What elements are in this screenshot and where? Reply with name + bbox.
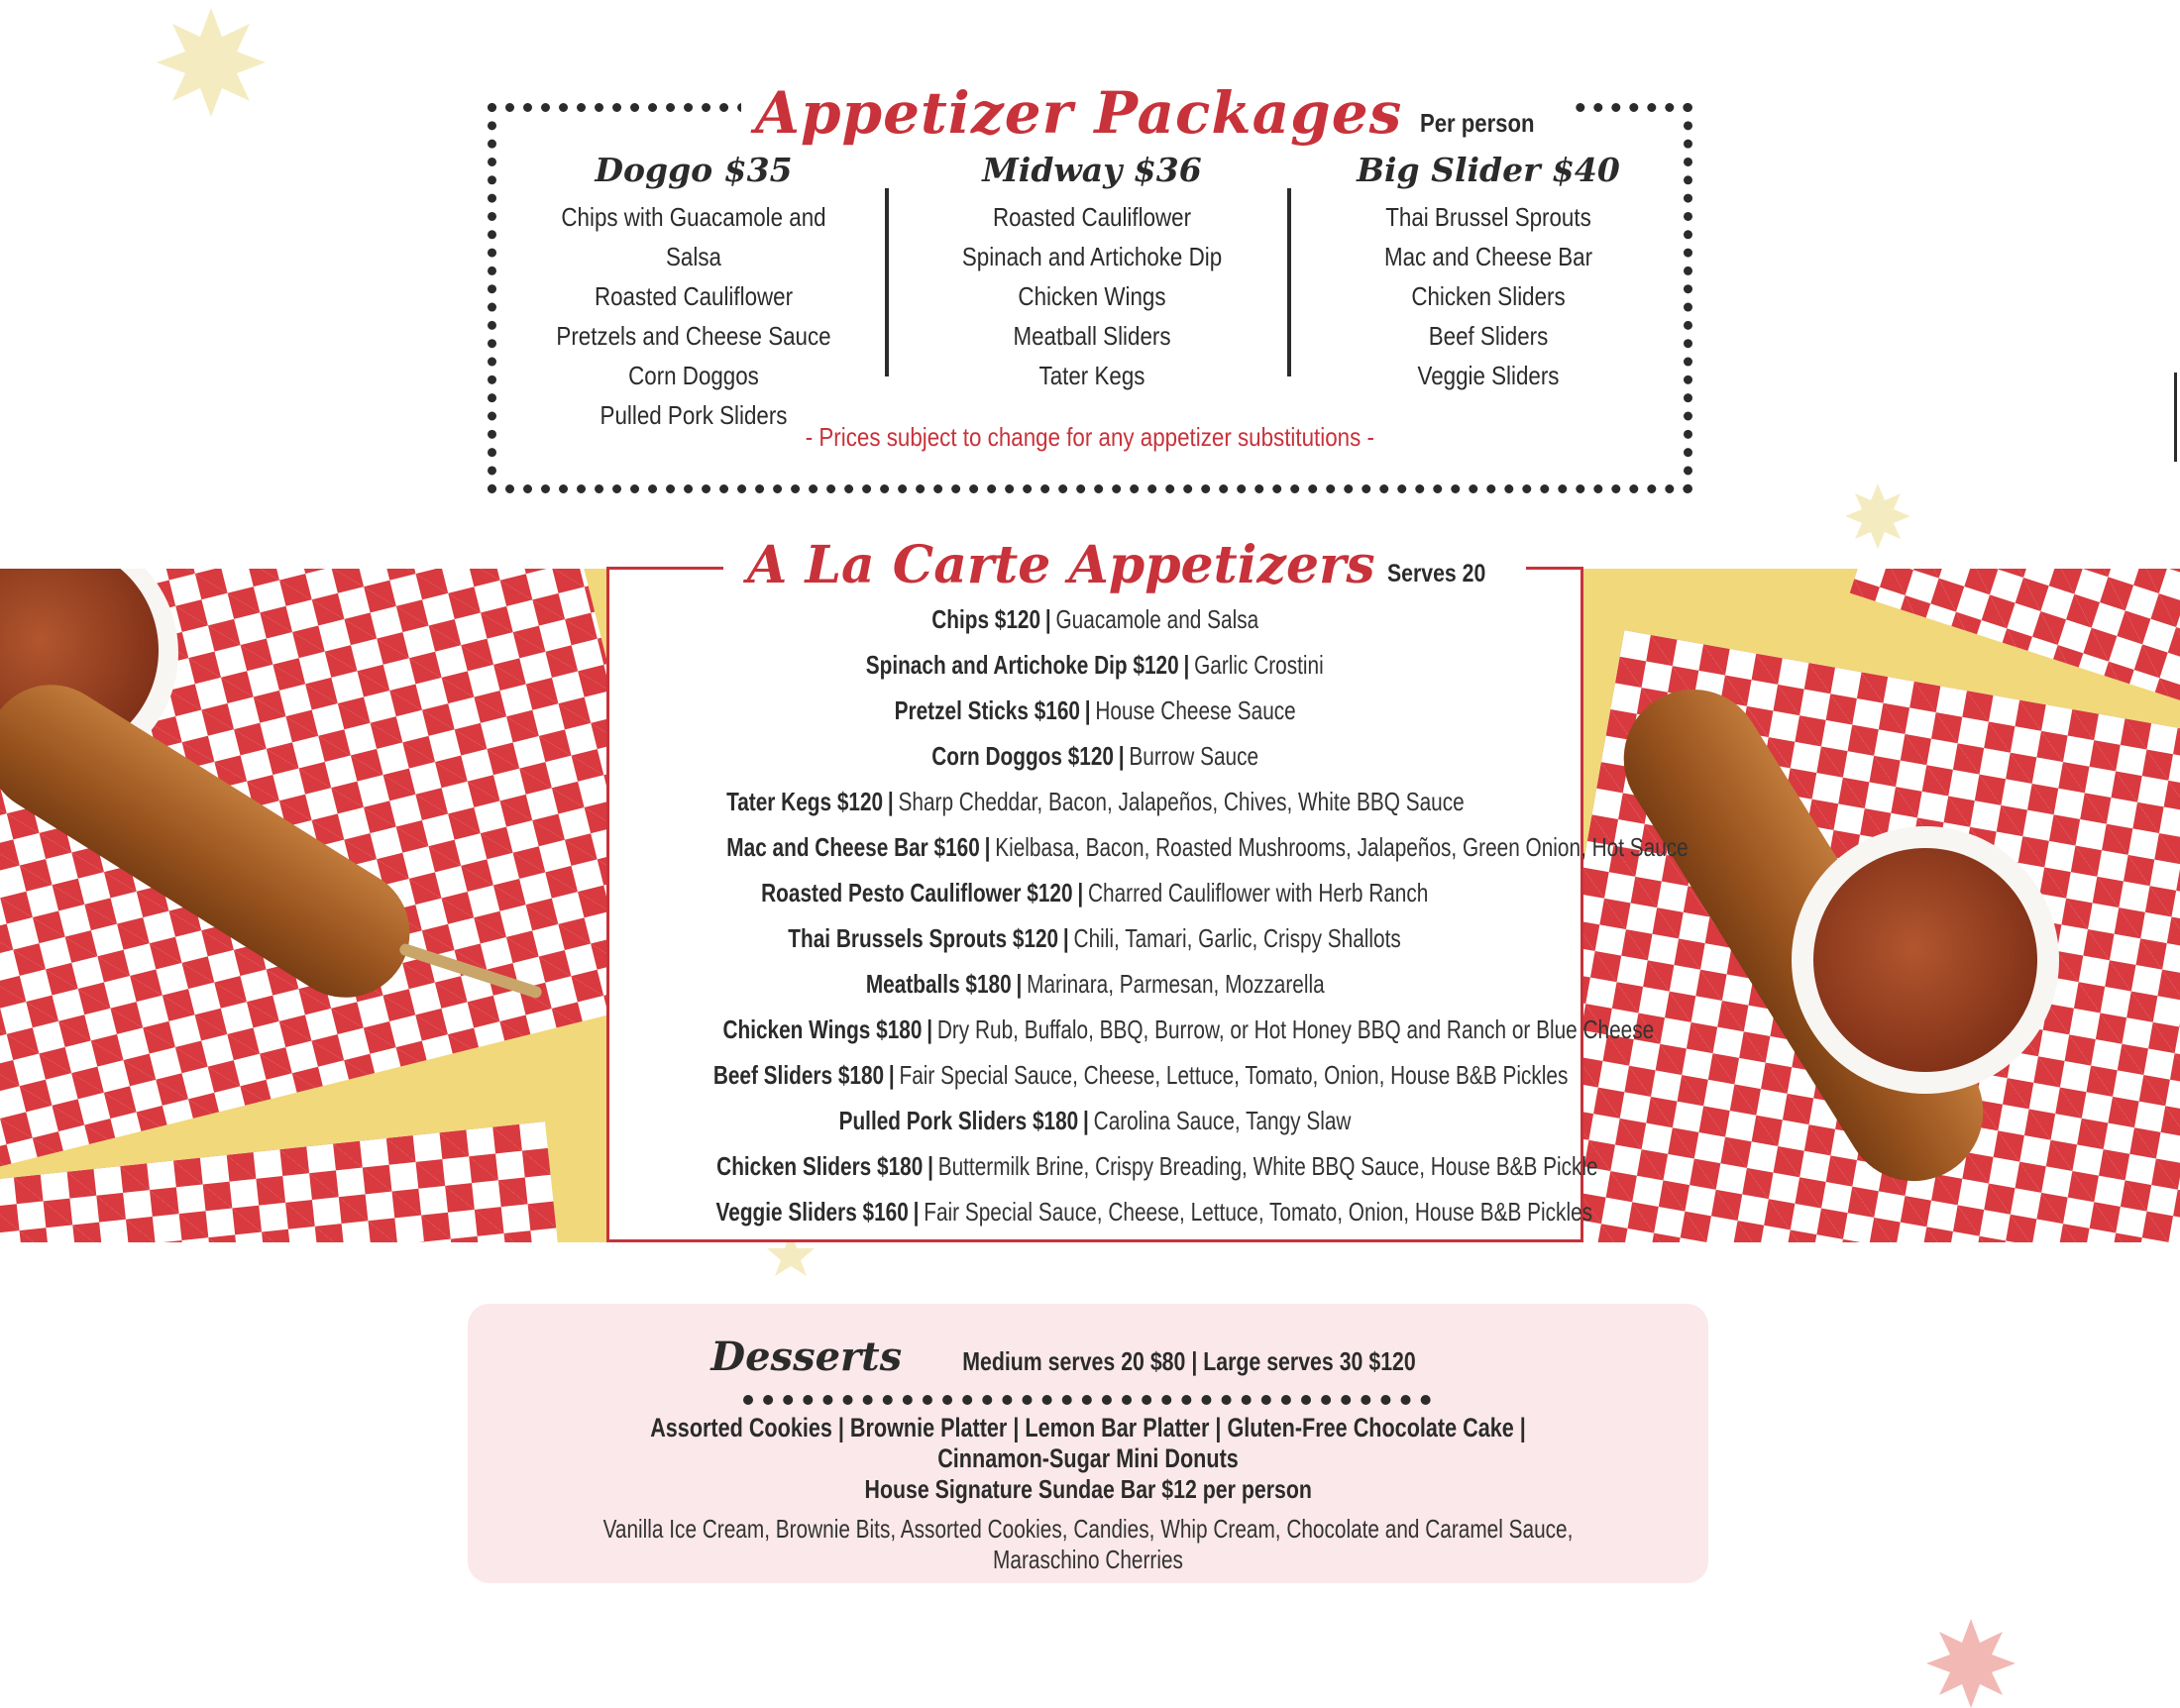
- menu-item-name: Veggie Sliders $160: [715, 1197, 909, 1227]
- menu-item-separator: |: [1118, 741, 1125, 771]
- menu-item-description: Fair Special Sauce, Cheese, Lettuce, Tomato, Onion, House B&B Pickles: [924, 1197, 1593, 1227]
- package-item: Thai Brussel Sprouts: [1385, 202, 1591, 232]
- menu-item-name: Roasted Pesto Cauliflower $120: [761, 878, 1073, 907]
- menu-item-name: Meatballs $180: [865, 969, 1012, 999]
- menu-item-name: Corn Doggos $120: [931, 741, 1114, 771]
- appetizer-packages-subtitle: Per person: [1420, 108, 1535, 138]
- desserts-title: Desserts: [710, 1334, 903, 1380]
- menu-item-description: Fair Special Sauce, Cheese, Lettuce, Tomato, Onion, House B&B Pickles: [899, 1060, 1569, 1090]
- desserts-panel: [468, 1304, 1708, 1583]
- star-decoration-bottom-right: [1926, 1619, 2016, 1708]
- sundae-bar-items: Vanilla Ice Cream, Brownie Bits, Assorted Cookies, Candies, Whip Cream, Chocolate and Caramel Sauce, Maraschino Cherries: [602, 1514, 1574, 1574]
- menu-item-separator: |: [1063, 923, 1070, 953]
- menu-item-separator: |: [1077, 878, 1084, 907]
- desserts-header: [468, 1334, 1708, 1380]
- column-divider: [885, 188, 889, 376]
- package-name: Midway $36: [982, 151, 1202, 189]
- menu-item-description: Sharp Cheddar, Bacon, Jalapeños, Chives, White BBQ Sauce: [898, 787, 1465, 816]
- package-name: Doggo $35: [595, 151, 793, 189]
- menu-item: [606, 1189, 1593, 1234]
- substitution-note: - Prices subject to change for any appetizer substitutions -: [805, 422, 1375, 452]
- star-decoration-right: [1845, 483, 1910, 549]
- menu-item: [606, 1007, 1655, 1052]
- menu-item-description: Garlic Crostini: [1194, 650, 1324, 680]
- menu-item: [606, 1143, 1598, 1189]
- menu-item: [606, 779, 1583, 824]
- menu-item-separator: |: [1044, 604, 1051, 634]
- package-item: Chicken Wings: [1018, 281, 1166, 311]
- menu-item: [606, 688, 1583, 733]
- menu-item-description: Charred Cauliflower with Herb Ranch: [1088, 878, 1429, 907]
- package-column-big-slider: [1310, 151, 1667, 395]
- menu-item-description: Marinara, Parmesan, Mozzarella: [1026, 969, 1325, 999]
- desserts-pricing: Medium serves 20 $80 | Large serves 30 $120: [961, 1346, 1416, 1376]
- menu-item-name: Beef Sliders $180: [712, 1060, 885, 1090]
- menu-item-name: Spinach and Artichoke Dip $120: [866, 650, 1179, 680]
- dessert-items: Assorted Cookies | Brownie Platter | Lemon Bar Platter | Gluten-Free Chocolate Cake | Cinnamon-Sugar Mini Donuts: [650, 1413, 1526, 1473]
- menu-item-description: Carolina Sauce, Tangy Slaw: [1093, 1106, 1352, 1135]
- menu-item: [606, 870, 1583, 915]
- package-column-doggo: [515, 151, 872, 435]
- package-item: Beef Sliders: [1428, 321, 1549, 351]
- package-item: Meatball Sliders: [1013, 321, 1171, 351]
- menu-item: [606, 915, 1583, 961]
- menu-item: [606, 961, 1583, 1007]
- package-item: Spinach and Artichoke Dip: [961, 242, 1223, 271]
- package-item: Chips with Guacamole and Salsa: [561, 202, 826, 271]
- menu-item-separator: |: [888, 1060, 895, 1090]
- package-item: Tater Kegs: [1038, 361, 1145, 390]
- menu-item-description: Buttermilk Brine, Crispy Breading, White BBQ Sauce, House B&B Pickle: [937, 1151, 1598, 1181]
- menu-item-separator: |: [927, 1151, 933, 1181]
- menu-item-name: Chicken Wings $180: [722, 1014, 923, 1044]
- menu-item: [606, 1052, 1583, 1098]
- package-item: Roasted Cauliflower: [594, 281, 794, 311]
- menu-item-name: Pretzel Sticks $160: [894, 695, 1080, 725]
- appetizer-packages-title: Appetizer Packages: [755, 79, 1403, 147]
- package-item: Pretzels and Cheese Sauce: [556, 321, 831, 351]
- package-name: Big Slider $40: [1357, 151, 1620, 189]
- column-divider: [1287, 188, 1291, 376]
- a-la-carte-list: [606, 596, 1689, 1234]
- menu-item-description: Kielbasa, Bacon, Roasted Mushrooms, Jalapeños, Green Onion, Hot Sauce: [995, 832, 1689, 862]
- a-la-carte-title: A La Carte Appetizers: [747, 535, 1375, 595]
- menu-item: [606, 1098, 1583, 1143]
- menu-item: [606, 596, 1583, 642]
- menu-item-description: Dry Rub, Buffalo, BBQ, Burrow, or Hot Honey BBQ and Ranch or Blue Cheese: [936, 1014, 1655, 1044]
- package-item: Pulled Pork Sliders: [600, 400, 788, 430]
- a-la-carte-header: [723, 531, 1526, 600]
- menu-item-separator: |: [1083, 1106, 1089, 1135]
- dotted-divider: [743, 1395, 1431, 1405]
- package-item: Mac and Cheese Bar: [1383, 242, 1593, 271]
- menu-item-description: Burrow Sauce: [1129, 741, 1258, 771]
- menu-item-separator: |: [1084, 695, 1091, 725]
- package-item: Veggie Sliders: [1417, 361, 1560, 390]
- menu-item-description: Chili, Tamari, Garlic, Crispy Shallots: [1074, 923, 1402, 953]
- menu-item-name: Mac and Cheese Bar $160: [726, 832, 980, 862]
- menu-item-separator: |: [887, 787, 894, 816]
- menu-item-name: Pulled Pork Sliders $180: [838, 1106, 1079, 1135]
- menu-item-name: Chicken Sliders $180: [716, 1151, 924, 1181]
- menu-item-separator: |: [984, 832, 991, 862]
- menu-item-description: House Cheese Sauce: [1095, 695, 1296, 725]
- appetizer-packages-header: [741, 73, 1569, 153]
- a-la-carte-subtitle: Serves 20: [1386, 560, 1485, 587]
- menu-item: [606, 733, 1583, 779]
- star-decoration-top-left: [157, 8, 266, 117]
- menu-item-separator: |: [926, 1014, 933, 1044]
- menu-item-name: Chips $120: [931, 604, 1040, 634]
- menu-item-separator: |: [1016, 969, 1023, 999]
- menu-item-separator: |: [913, 1197, 920, 1227]
- package-column-midway: [914, 151, 1270, 395]
- menu-item-name: Tater Kegs $120: [725, 787, 883, 816]
- package-item: Chicken Sliders: [1411, 281, 1566, 311]
- menu-item: [606, 824, 1689, 870]
- package-item: Corn Doggos: [628, 361, 759, 390]
- sundae-bar-title: House Signature Sundae Bar $12 per person: [864, 1474, 1312, 1504]
- menu-item-name: Thai Brussels Sprouts $120: [788, 923, 1059, 953]
- package-item: Roasted Cauliflower: [992, 202, 1192, 232]
- menu-item-description: Guacamole and Salsa: [1055, 604, 1258, 634]
- menu-item-separator: |: [1183, 650, 1190, 680]
- menu-item: [606, 642, 1583, 688]
